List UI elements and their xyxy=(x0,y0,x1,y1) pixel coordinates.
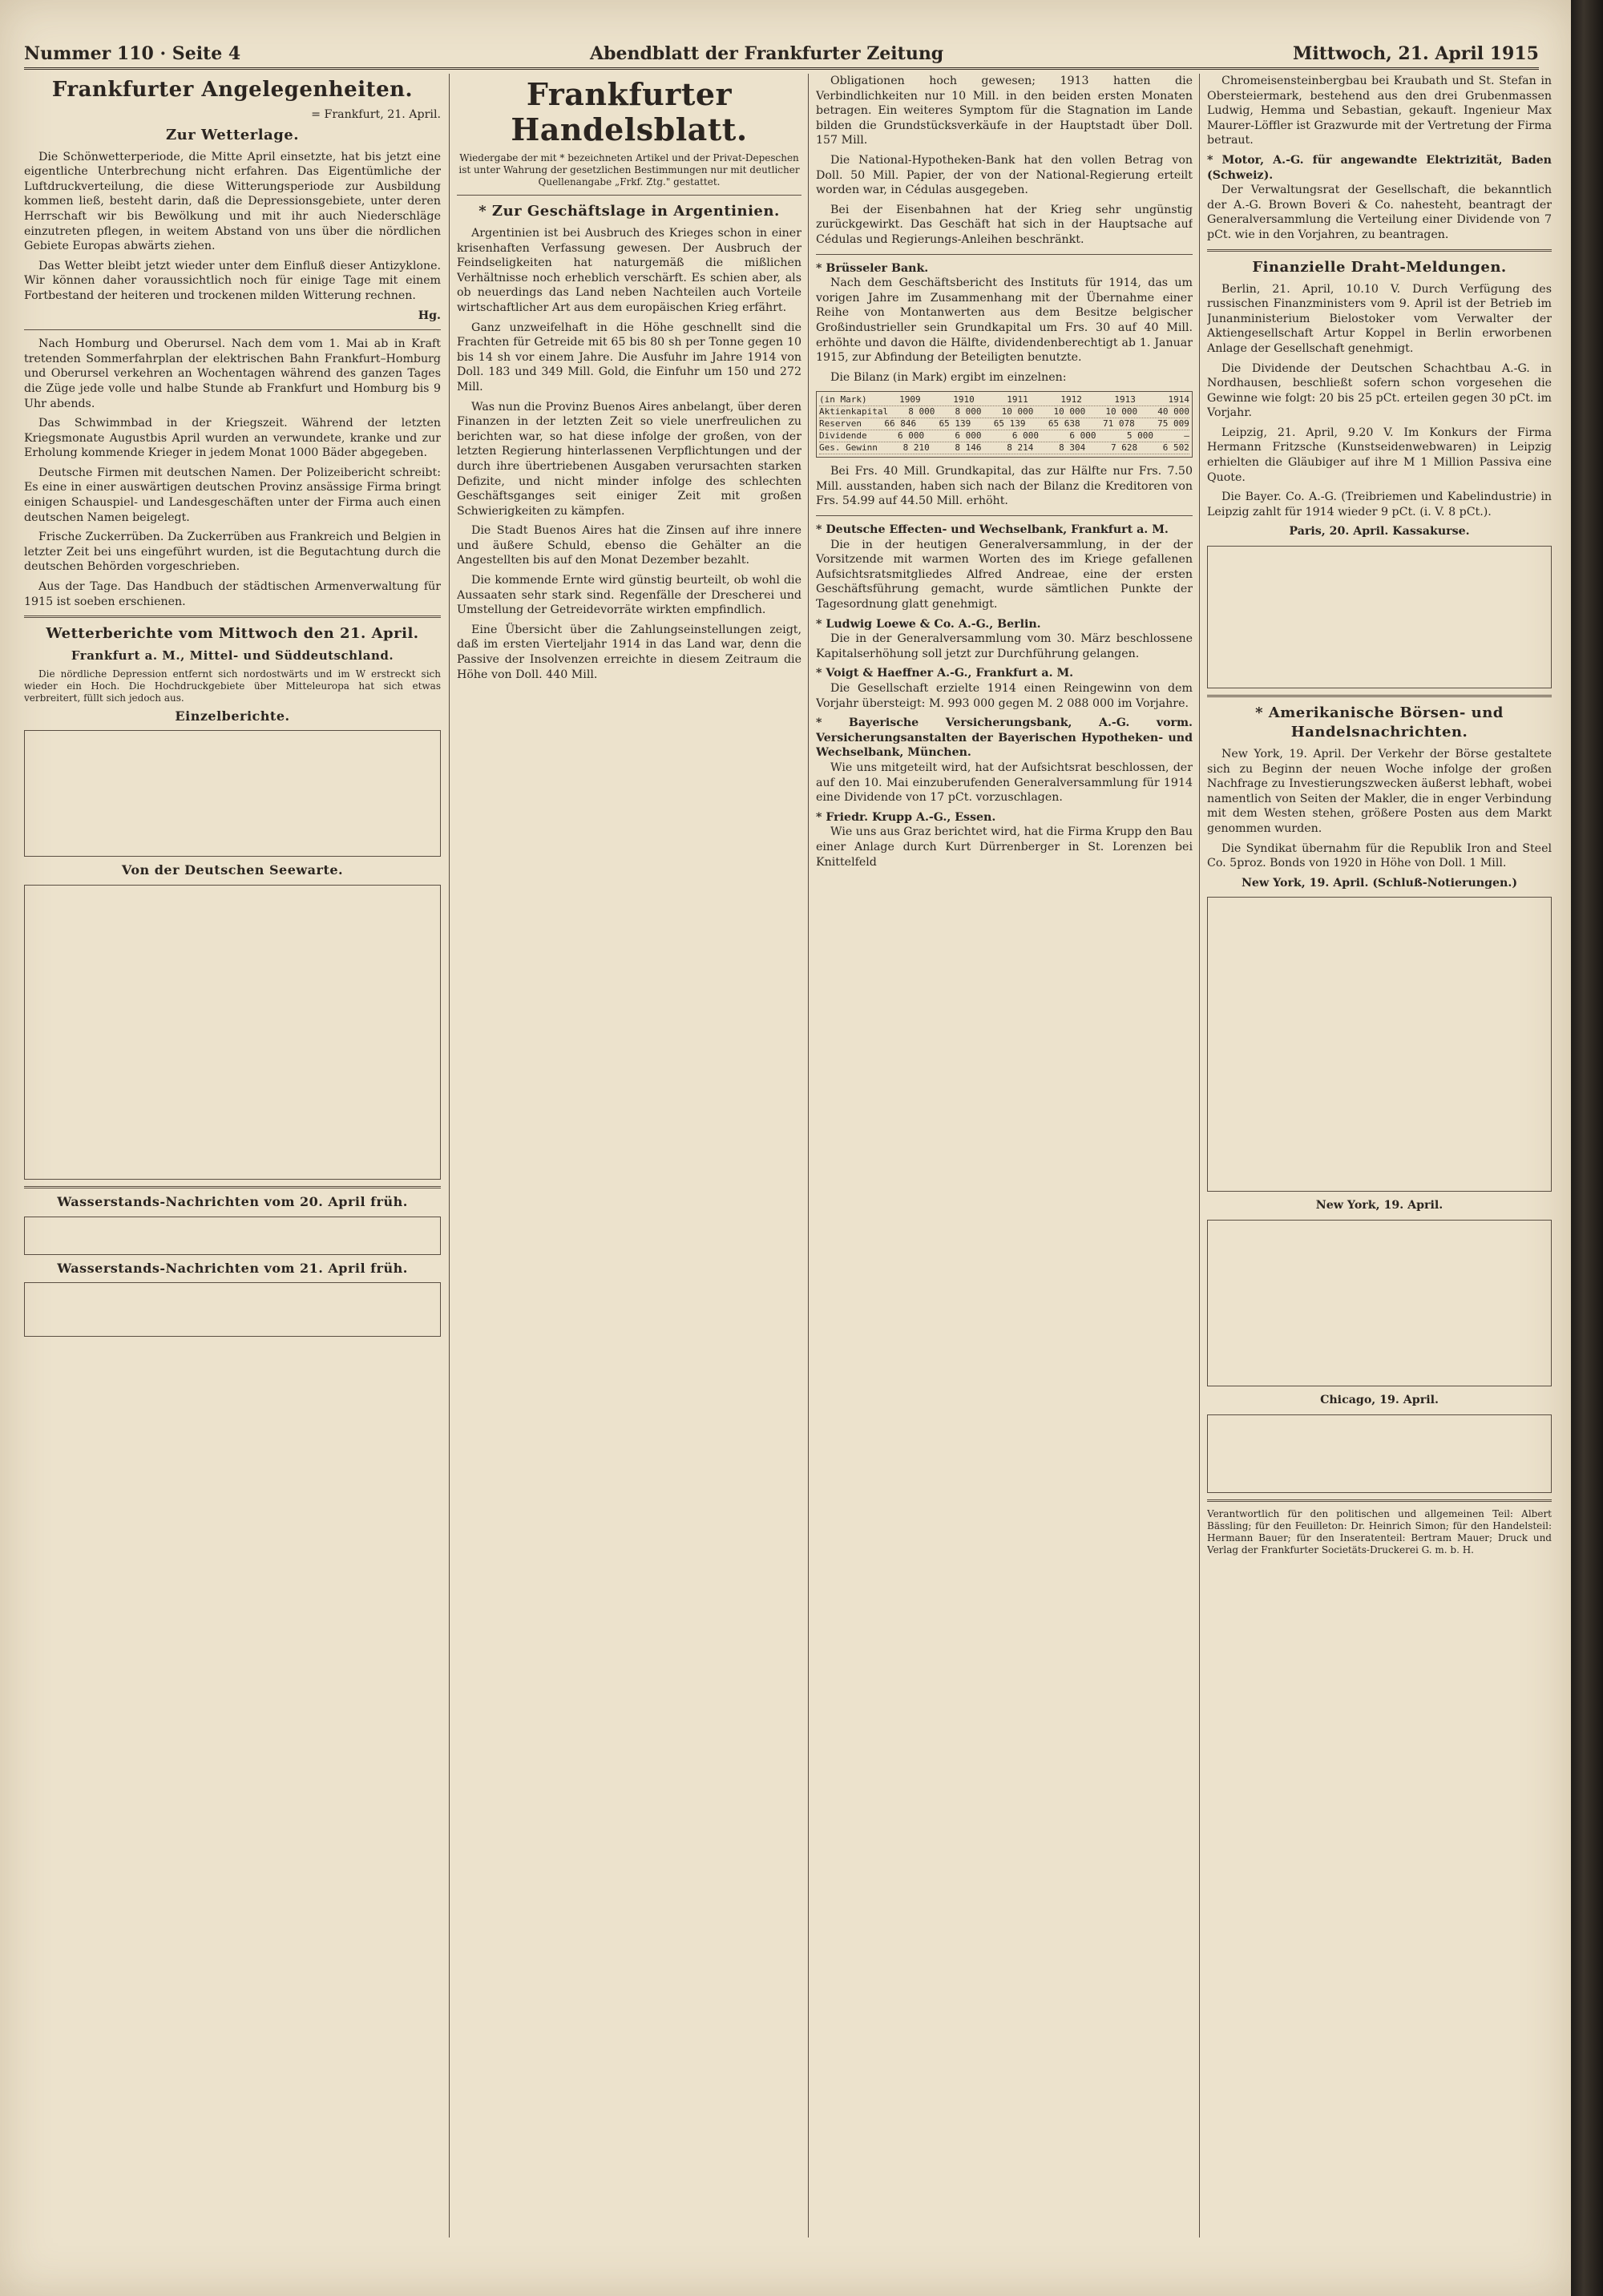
table-row: Dividende 6 000 6 000 6 000 6 000 5 000 — xyxy=(819,430,1189,442)
water-levels-table-1 xyxy=(24,1217,441,1255)
weather-single-reports: Einzelberichte. xyxy=(175,708,290,724)
article-title-effecten: * Deutsche Effecten- und Wechselbank, Frankfurt a. M. xyxy=(816,523,1169,537)
paragraph: Nach dem Geschäftsbericht des Instituts für 1914, das um vorigen Jahre im Zusammenhang mit der Übernahme einer Reihe von Montanwerten aus dem Besitze belgischer Großindustrieller sein Grundkapital um Frs. 30 auf 40 Mill. erhöhte und davon die Hälfte, dividendenberechtigt ab 1. Januar 1915, zur Abfindung der Beteiligten benutzte. xyxy=(816,276,1193,365)
imprint: Verantwortlich für den politischen und allgemeinen Teil: Albert Bässling; für den Feuilleton: Dr. Heinrich Simon; für den Handelsteil: Hermann Bauer; für den Inseratenteil: Bertram Mauer; Druck und Verlag der Frankfurter Societäts-Druckerei G. m. b. H. xyxy=(1207,1507,1552,1556)
paragraph: New York, 19. April. Der Verkehr der Börse gestaltete sich zu Beginn der neuen Woche infolge der großen Nachfrage zu Investierungszwecken äußerst lebhaft, wobei namentlich von Seiten der Makler, die in enger Verbindung mit dem Westen stehen, größere Posten aus dem Markt genommen wurden. xyxy=(1207,748,1552,835)
paragraph: Die National-Hypotheken-Bank hat den vollen Betrag von Doll. 50 Mill. Papier, der von der National-Regierung erteilt worden war, in Cédulas ausgegeben. xyxy=(816,153,1193,197)
paragraph: Die Bilanz (in Mark) ergibt im einzelnen: xyxy=(830,370,1067,384)
paragraph: Leipzig, 21. April, 9.20 V. Im Konkurs der Firma Hermann Fritzsche (Kunstseidenwebwaren) in Leipzig erhielten die Gläubiger auf ihre M 1 Million Passiva eine Quote. xyxy=(1207,426,1552,484)
article-title-motor: * Motor, A.-G. für angewandte Elektrizität, Baden (Schweiz). xyxy=(1207,153,1552,182)
page-header xyxy=(24,32,1539,70)
paris-rates-title: Paris, 20. April. Kassakurse. xyxy=(1289,525,1470,539)
paragraph: Die Stadt Buenos Aires hat die Zinsen auf ihre innere und äußere Schuld, ebenso die Gehälter an die Angestellten bis auf den Monat Dezember bezahlt. xyxy=(457,524,802,567)
paragraph: Obligationen hoch gewesen; 1913 hatten die Verbindlichkeiten nur 10 Mill. in den beiden ersten Monaten betragen. Ein weiteres Symptom für die Stagnation im Lande bilden die Grundstücksverkäufe in der Hauptstadt über Doll. 157 Mill. xyxy=(816,75,1193,147)
paragraph: Aus der Tage. Das Handbuch der städtischen Armenverwaltung für 1915 ist soeben erschienen. xyxy=(24,580,441,608)
article-title-voigt: * Voigt & Haeffner A.-G., Frankfurt a. M. xyxy=(816,667,1074,680)
bank-balance-table xyxy=(816,391,1193,458)
article-title-krupp: * Friedr. Krupp A.-G., Essen. xyxy=(816,810,996,824)
weather-table xyxy=(24,730,441,857)
article-title-bayer-versicherung: * Bayerische Versicherungsbank, A.-G. vorm. Versicherungsanstalten der Bayerischen Hypotheken- und Wechselbank, München. xyxy=(816,716,1193,760)
paragraph: Deutsche Firmen mit deutschen Namen. Der Polizeibericht schreibt: Es eine in einer auswärtigen deutschen Provinz ansässige Firma bringt einigen Schauspiel- und Landesgeschäften unter der Firma auch einen deutschen Namen beigelegt. xyxy=(24,466,441,524)
water-levels-table-2 xyxy=(24,1282,441,1337)
paragraph: Berlin, 21. April, 10.10 V. Durch Verfügung des russischen Finanzministers vom 9. April ist der Betrieb im Junanministerium Bielostoker vom Verwalter der Aktiengesellschaft Artur Koppel in Berlin erworbenen Anlage der Gesellschaft genehmigt. xyxy=(1207,282,1552,355)
header-date: Mittwoch, 21. April 1915 xyxy=(1293,43,1539,64)
column-local-news xyxy=(24,74,441,2237)
chicago-table xyxy=(1207,1414,1552,1493)
chicago-title: Chicago, 19. April. xyxy=(1320,1393,1439,1406)
paragraph: Das Wetter bleibt jetzt wieder unter dem Einfluß dieser Antizyklone. Wir können daher voraussichtlich noch für einige Tage mit einem Fortbestand der heiteren und trockenen milden Witterung rechnen. xyxy=(24,259,441,302)
paragraph: Die in der Generalversammlung vom 30. März beschlossene Kapitalserhöhung soll jetzt zur Durchführung gelangen. xyxy=(816,632,1193,660)
paragraph: Wie uns aus Graz berichtet wird, hat die Firma Krupp den Bau einer Anlage durch Kurt Dürrenberger in St. Lorenzen bei Knittelfeld xyxy=(816,825,1193,869)
paris-rates-table xyxy=(1207,546,1552,688)
article-title-bruessel: * Brüsseler Bank. xyxy=(816,261,929,275)
reprint-notice: Wiedergabe der mit * bezeichneten Artikel und der Privat-Depeschen ist unter Wahrung der gesetzlichen Bestimmungen nur mit deutlicher Quellenangabe „Frkf. Ztg." gestattet. xyxy=(458,152,800,188)
paragraph: Bei Frs. 40 Mill. Grundkapital, das zur Hälfte nur Frs. 7.50 Mill. ausstanden, haben sich nach der Bilanz die Kreditoren von Frs. 54.99 auf 44.50 Mill. erhöht. xyxy=(816,465,1193,508)
section-title-america: * Amerikanische Börsen- und Handelsnachrichten. xyxy=(1255,704,1504,741)
weather-region: Frankfurt a. M., Mittel- und Süddeutschland. xyxy=(71,648,394,664)
table-row: Aktienkapital 8 000 8 000 10 000 10 000 10 000 40 000 xyxy=(819,406,1189,418)
section-title-wire: Finanzielle Draht-Meldungen. xyxy=(1252,258,1507,276)
ny-commodities-title: New York, 19. April. xyxy=(1315,1199,1444,1213)
water-levels-title-1: Wasserstands-Nachrichten vom 20. April früh. xyxy=(57,1194,408,1209)
paragraph: Frische Zuckerrüben. Da Zuckerrüben aus Frankreich und Belgien in letzter Zeit bei uns eingeführt wurden, ist die Begutachtung durch die deutschen Behörden vorgeschrieben. xyxy=(24,531,441,574)
section-title-commerce: Frankfurter Handelsblatt. xyxy=(511,76,748,147)
section-title-local: Frankfurter Angelegenheiten. xyxy=(51,78,414,102)
seewarte-title: Von der Deutschen Seewarte. xyxy=(121,862,344,878)
paragraph: Die Bayer. Co. A.-G. (Treibriemen und Kabelindustrie) in Leipzig zahlt für 1914 wieder 9 pCt. (i. V. 8 pCt.). xyxy=(1207,490,1552,519)
article-title-loewe: * Ludwig Loewe & Co. A.-G., Berlin. xyxy=(816,617,1041,631)
article-title-argentina: * Zur Geschäftslage in Argentinien. xyxy=(478,203,780,220)
paragraph: Argentinien ist bei Ausbruch des Krieges schon in einer krisenhaften Verfassung gewesen. Der Ausbruch der Feindseligkeiten hat naturgemäß die mißlichen Verhältnisse noch erheblich verschärft. Es schien aber, als ob neuerdings das Land neben Nachteilen auch Vorteile wirtschaftlicher Art aus dem europäischen Krieg erfährt. xyxy=(457,227,802,314)
paragraph: Ganz unzweifelhaft in die Höhe geschnellt sind die Frachten für Getreide mit 65 bis 80 sh per Tonne gegen 10 bis 14 sh vor einem Jahre. Die Ausfuhr im Jahre 1914 von Doll. 183 und 349 Mill. Gold, die Einfuhr um 150 und 272 Mill. xyxy=(457,321,802,393)
paragraph: Die Syndikat übernahm für die Republik Iron and Steel Co. 5proz. Bonds von 1920 in Höhe von Doll. 1 Mill. xyxy=(1207,841,1552,870)
paragraph: Der Verwaltungsrat der Gesellschaft, die bekanntlich der A.-G. Brown Boveri & Co. nahesteht, beantragt der Generalversammlung die Verteilung einer Dividende von 7 pCt. wie in den Vorjahren, zu beantragen. xyxy=(1207,184,1552,241)
paragraph: Wie uns mitgeteilt wird, hat der Aufsichtsrat beschlossen, der auf den 10. Mai einzuberufenden Generalversammlung für 1914 eine Dividende von 17 pCt. vorzuschlagen. xyxy=(816,761,1193,805)
paragraph: Die Dividende der Deutschen Schachtbau A.-G. in Nordhausen, beschließt sofern schon vorgesehen die Gewinne wie folgt: 20 bis 25 pCt. erteilen gegen 30 pCt. im Vorjahr. xyxy=(1207,361,1552,420)
seewarte-table xyxy=(24,885,441,1180)
paragraph: Chromeisensteinbergbau bei Kraubath und St. Stefan in Obersteiermark, bestehend aus den drei Grubenmassen Ludwig, Hemma und Sebastian, gekauft. Ingenieur Max Maurer-Löffler ist Grazwurde mit der Vertretung der Firma betraut. xyxy=(1207,75,1552,147)
column-company-news xyxy=(816,74,1193,2237)
paragraph: Die Schönwetterperiode, die Mitte April einsetzte, hat bis jetzt eine eigentliche Unterbrechung nicht erfahren. Das Eigentümliche der Luftdruckverteilung, die diese Witterungsperiode zur Ausbildung kommen ließ, besteht darin, daß die Depressionsgebiete, unter deren Herrschaft wir bis Bewölkung und mit ihr auch Niederschläge einzutreten pflegen, in weitem Abstand von uns über die nördlichen Gebiete Europas abwärts ziehen. xyxy=(24,150,441,253)
paragraph: Die in der heutigen Generalversammlung, in der der Vorsitzende mit warmen Worten des im Kriege gefallenen Aufsichtsratsmitgliedes Alfred Andreae, eine der ersten Geschäftsführung gemacht, wurde sämtlichen Punkte der Tagesordnung glatt genehmigt. xyxy=(816,538,1193,611)
paragraph: Die nördliche Depression entfernt sich nordostwärts und im W erstreckt sich wieder ein Hoch. Die Hochdruckgebiete über Mitteleuropa hat sich etwas verbreitert, füllt sich jedoch aus. xyxy=(24,668,441,704)
signature: Hg. xyxy=(418,309,441,322)
weather-report-title: Wetterberichte vom Mittwoch den 21. April. xyxy=(46,625,419,643)
table-header-row: (in Mark) 1909 1910 1911 1912 1913 1914 xyxy=(819,394,1189,406)
water-levels-title-2: Wasserstands-Nachrichten vom 21. April früh. xyxy=(57,1260,408,1276)
column-finance xyxy=(1207,74,1552,2237)
paragraph: Nach Homburg und Oberursel. Nach dem vom 1. Mai ab in Kraft tretenden Sommerfahrplan der elektrischen Bahn Frankfurt–Homburg und Oberursel verkehren an Wochentagen während des ganzen Tages die Züge jede volle und halbe Stunde ab Frankfurt und Homburg bis 9 Uhr abends. xyxy=(24,337,441,410)
ny-commodities-table xyxy=(1207,1220,1552,1386)
paragraph: Bei der Eisenbahnen hat der Krieg sehr ungünstig zurückgewirkt. Das Geschäft hat sich in der Hauptsache auf Cédulas und Regierungs-Anleihen beschränkt. xyxy=(816,203,1193,246)
table-row: Reserven 66 846 65 139 65 139 65 638 71 078 75 009 xyxy=(819,418,1189,430)
book-binding xyxy=(1571,0,1603,2296)
article-title-weather: Zur Wetterlage. xyxy=(165,126,300,143)
column-commerce xyxy=(457,74,802,2237)
header-issue: Nummer 110 · Seite 4 xyxy=(24,43,241,64)
paragraph: Eine Übersicht über die Zahlungseinstellungen zeigt, daß im ersten Vierteljahr 1914 in das Land war, denn die Passive der Insolvenzen erreichte in diesem Zeitraum die Höhe von Doll. 440 Mill. xyxy=(457,623,802,681)
ny-close-table xyxy=(1207,897,1552,1192)
header-masthead: Abendblatt der Frankfurter Zeitung xyxy=(590,43,944,64)
paragraph: Die kommende Ernte wird günstig beurteilt, ob wohl die Aussaaten sehr stark sind. Regenfälle der Drescherei und Umstellung der Getreidevorräte wirkten empfindlich. xyxy=(457,574,802,617)
ny-close-title: New York, 19. April. (Schluß-Notierungen.) xyxy=(1241,876,1518,890)
dateline: = Frankfurt, 21. April. xyxy=(311,108,441,121)
table-row: Ges. Gewinn 8 210 8 146 8 214 8 304 7 628 6 502 xyxy=(819,442,1189,454)
paragraph: Das Schwimmbad in der Kriegszeit. Während der letzten Kriegsmonate Augustbis April wurden an verwundete, kranke und zur Erholung kommende Krieger in jedem Monat 1000 Bäder abgegeben. xyxy=(24,417,441,460)
paragraph: Die Gesellschaft erzielte 1914 einen Reingewinn von dem Vorjahr übersteigt: M. 993 000 gegen M. 2 088 000 im Vorjahre. xyxy=(816,682,1193,710)
paragraph: Was nun die Provinz Buenos Aires anbelangt, über deren Finanzen in der letzten Zeit so viele unerfreulichen zu berichten war, so hat diese infolge der großen, von der letzten Regierung hinterlassenen Verpflichtungen und der durch ihre übertriebenen Ausgaben verursachten starken Defizite, und nicht minder infolge des schlechten Geschäftsganges seit einiger Zeit mit großen Schwierigkeiten zu kämpfen. xyxy=(457,400,802,518)
